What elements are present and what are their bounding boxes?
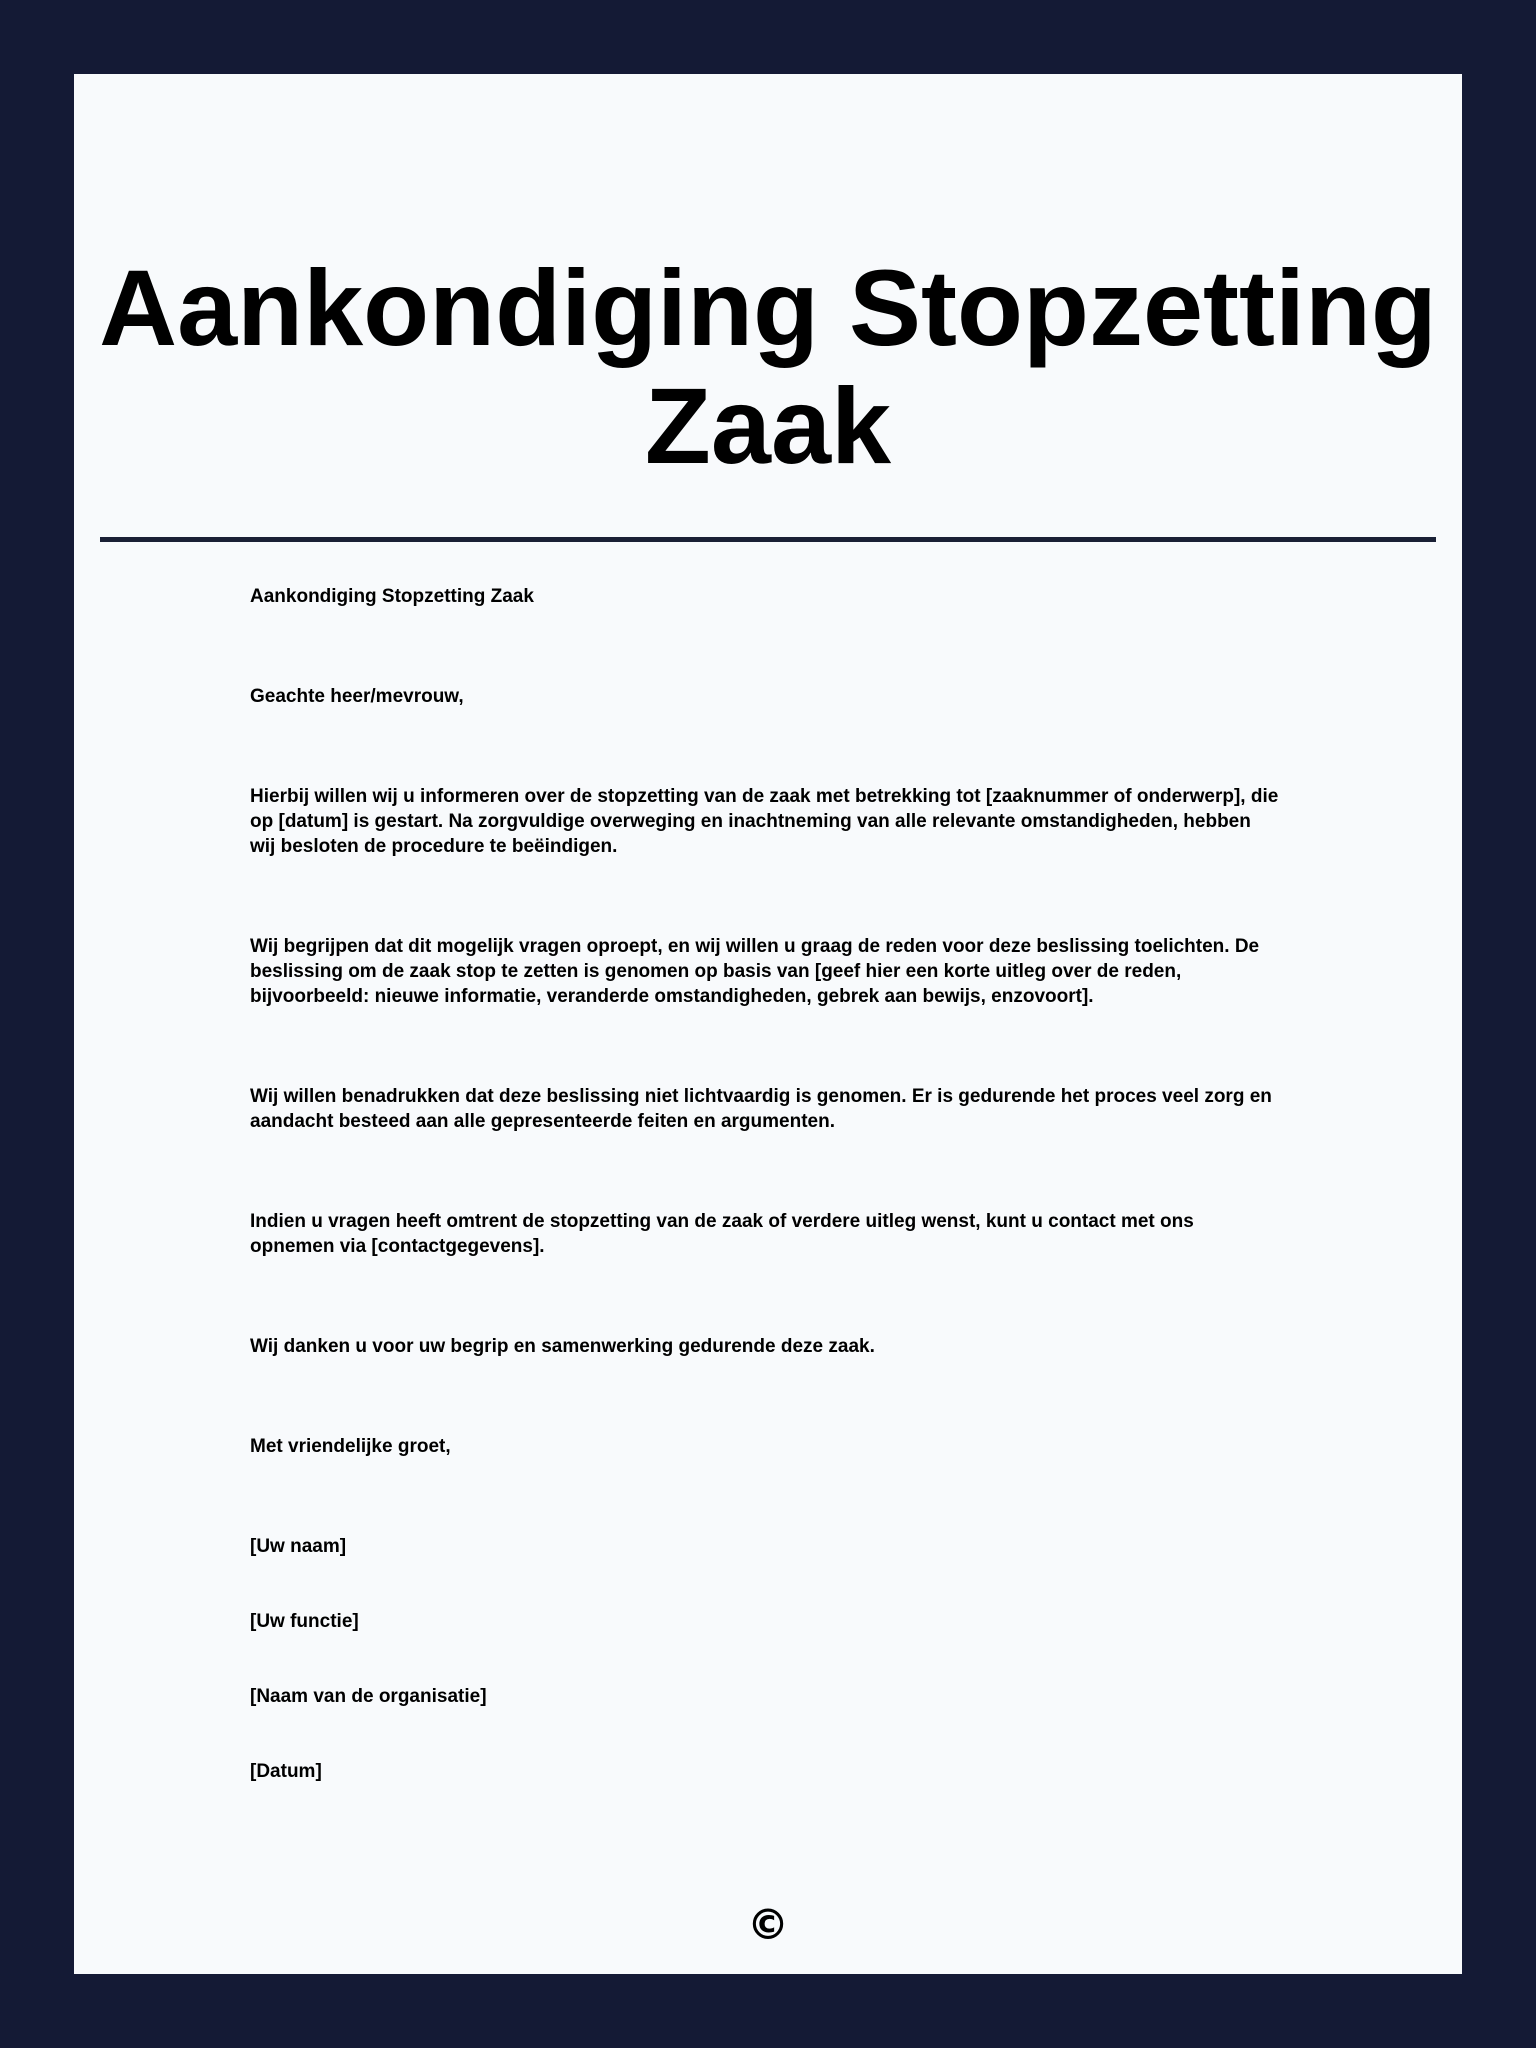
signature-date: [Datum] xyxy=(250,1761,322,1782)
letter-paragraph: Hierbij willen wij u informeren over de stopzetting van de zaak met betrekking tot [zaaknummer of onderwerp], die op [datum] is gestart. Na zorgvuldige overweging en inachtneming van alle relevante omstandigheden, hebben wij besloten de procedure te beëindigen. xyxy=(250,786,1279,857)
letter-paragraph: Wij begrijpen dat dit mogelijk vragen oproept, en wij willen u graag de reden voor deze beslissing toelichten. De beslissing om de zaak stop te zetten is genomen op basis van [geef hier een korte uitleg over de reden, bijvoorbeeld: nieuwe informatie, veranderde omstandigheden, gebrek aan bewijs, enzovoort]. xyxy=(250,936,1260,1007)
signature-function: [Uw functie] xyxy=(250,1611,359,1632)
signature-organization: [Naam van de organisatie] xyxy=(250,1686,487,1707)
copyright-icon: © xyxy=(747,1900,789,1949)
document-page xyxy=(74,74,1462,1974)
signature-name: [Uw naam] xyxy=(250,1536,347,1557)
letter-body xyxy=(250,584,1280,1784)
letter-closing: Met vriendelijke groet, xyxy=(250,1436,451,1457)
letter-paragraph: Wij willen benadrukken dat deze beslissing niet lichtvaardig is genomen. Er is gedurende het proces veel zorg en aandacht besteed aan alle gepresenteerde feiten en argumenten. xyxy=(250,1086,1272,1132)
letter-paragraph: Wij danken u voor uw begrip en samenwerking gedurende deze zaak. xyxy=(250,1336,875,1357)
title-divider xyxy=(100,537,1436,542)
letter-paragraph: Indien u vragen heeft omtrent de stopzetting van de zaak of verdere uitleg wenst, kunt u contact met ons opnemen via [contactgegevens]. xyxy=(250,1211,1194,1257)
letter-greeting: Geachte heer/mevrouw, xyxy=(250,686,464,707)
letter-subject: Aankondiging Stopzetting Zaak xyxy=(250,586,534,607)
page-title: Aankondiging Stopzetting Zaak xyxy=(99,247,1437,486)
